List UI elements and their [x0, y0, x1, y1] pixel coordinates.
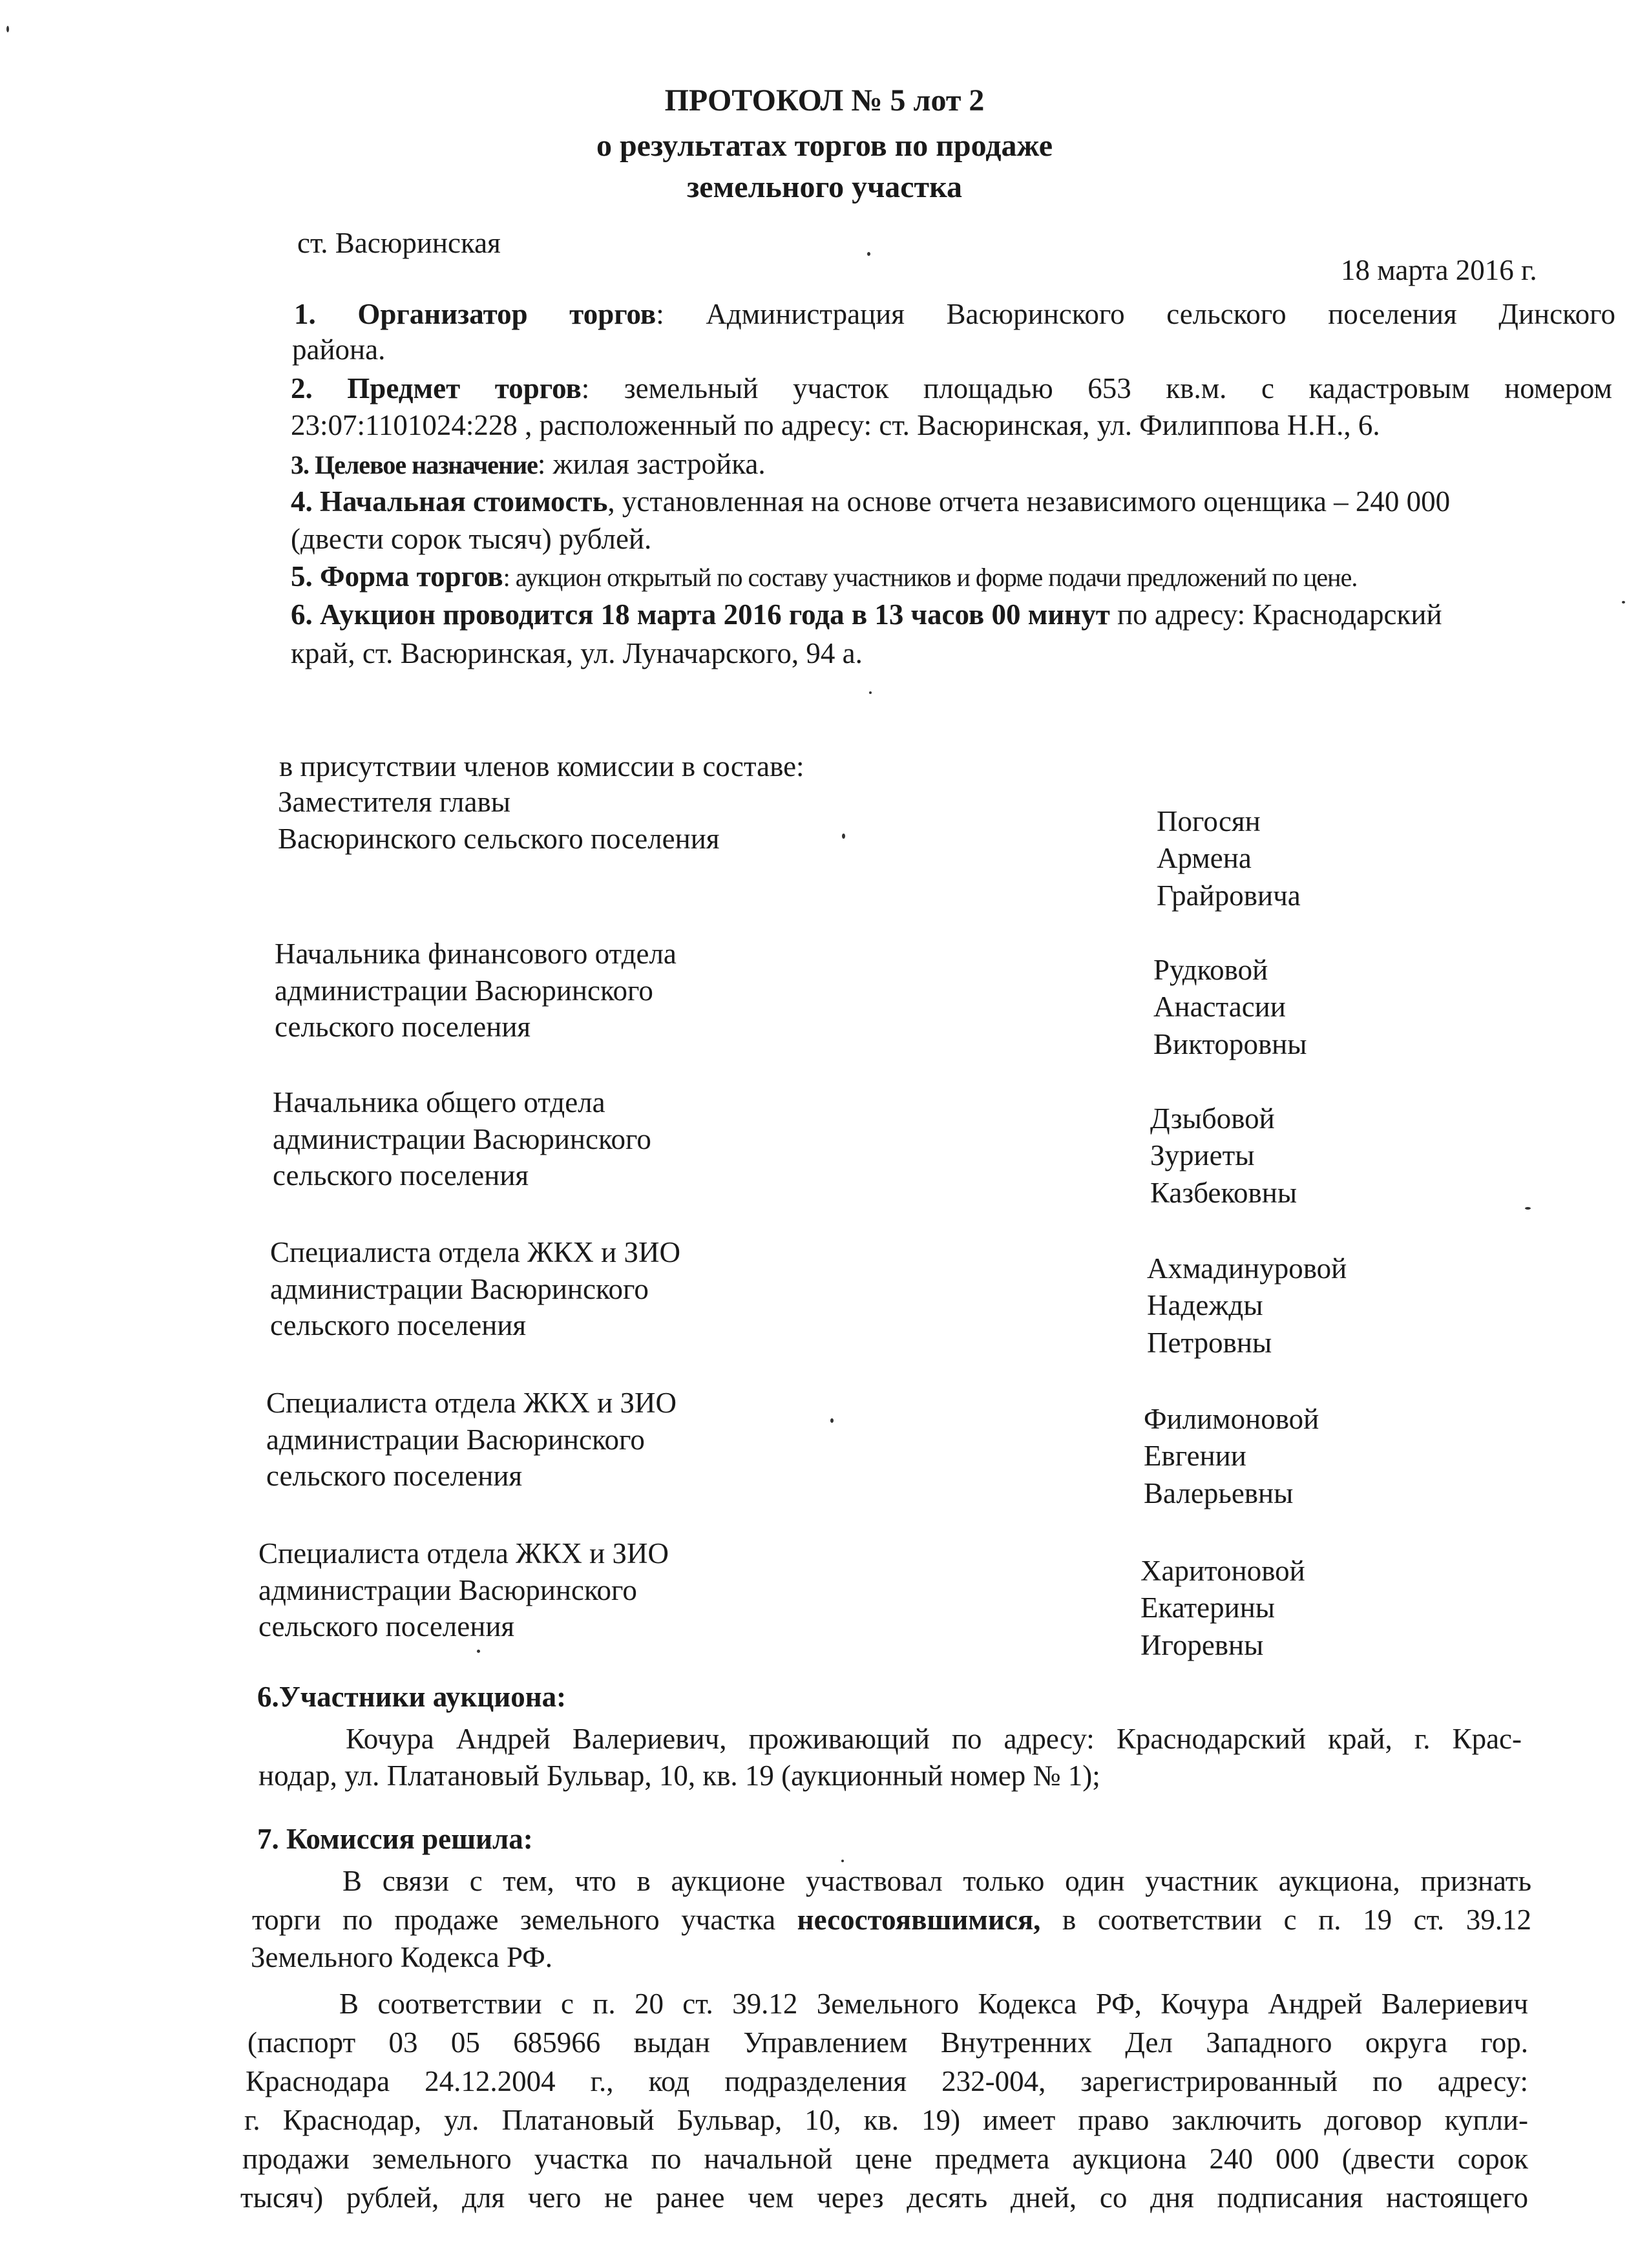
participants-heading: 6.Участники аукциона: — [257, 1681, 567, 1713]
place: ст. Васюринская — [297, 227, 501, 259]
scan-speck — [1622, 601, 1625, 604]
scan-speck — [830, 1418, 834, 1423]
item-2-cont: 23:07:1101024:228 , расположенный по адресу: ст. Васюринская, ул. Филиппова Н.Н., 6. — [291, 409, 1380, 441]
scan-speck — [842, 834, 845, 839]
decision-p2-line: Краснодара 24.12.2004 г., код подразделения 232-004, зарегистрированный по адресу: — [246, 2065, 1528, 2097]
member-position: Заместителя главы — [278, 786, 510, 818]
document-subtitle-2: земельного участка — [686, 170, 963, 204]
item-6-cont: край, ст. Васюринская, ул. Луначарского, 94 а. — [291, 637, 863, 669]
member-position: администрации Васюринского — [270, 1273, 649, 1305]
item-1-cont: района. — [292, 333, 386, 366]
member-name: Анастасии — [1153, 991, 1286, 1023]
document-title: ПРОТОКОЛ № 5 лот 2 — [664, 83, 985, 118]
decision-p1-line: торги по продаже земельного участка несостоявшимися, в соответствии с п. 19 ст. 39.12 — [252, 1904, 1531, 1936]
member-name: Евгении — [1144, 1440, 1246, 1472]
item-5: 5. Форма торгов: аукцион открытый по составу участников и форме подачи предложений по цене. — [291, 560, 1358, 593]
decision-p1-line: Земельного Кодекса РФ. — [251, 1941, 553, 1973]
member-position: сельского поселения — [273, 1159, 529, 1192]
decision-p2-line: тысяч) рублей, для чего не ранее чем через десять дней, со дня подписания настоящего — [240, 2181, 1528, 2214]
item-3: 3. Целевое назначение: жилая застройка. — [291, 448, 766, 480]
decision-p1-line: В связи с тем, что в аукционе участвовал только один участник аукциона, признать — [342, 1865, 1531, 1897]
member-position: Специалиста отдела ЖКХ и ЗИО — [266, 1387, 677, 1419]
item-4-cont: (двести сорок тысяч) рублей. — [291, 523, 652, 555]
member-name: Зуриеты — [1150, 1139, 1255, 1171]
member-position: администрации Васюринского — [275, 974, 653, 1007]
member-name: Филимоновой — [1144, 1403, 1319, 1435]
member-name: Харитоновой — [1140, 1555, 1305, 1587]
member-name: Погосян — [1157, 805, 1261, 837]
member-position: Начальника финансового отдела — [275, 938, 677, 970]
decision-heading: 7. Комиссия решила: — [257, 1823, 533, 1855]
scan-speck — [869, 691, 872, 694]
member-position: Васюринского сельского поселения — [278, 823, 720, 855]
member-position: сельского поселения — [270, 1309, 527, 1341]
member-name: Казбековны — [1150, 1177, 1297, 1209]
member-position: Специалиста отдела ЖКХ и ЗИО — [258, 1537, 669, 1570]
decision-p2-line: (паспорт 03 05 685966 выдан Управлением Внутренних Дел Западного округа гор. — [247, 2026, 1528, 2059]
scan-speck — [477, 1650, 480, 1653]
participant-line-cont: нодар, ул. Платановый Бульвар, 10, кв. 19 (аукционный номер № 1); — [258, 1759, 1100, 1792]
member-name: Петровны — [1147, 1327, 1272, 1359]
item-2: 2. Предмет торгов: земельный участок площадью 653 кв.м. с кадастровым номером — [291, 372, 1612, 404]
member-position: администрации Васюринского — [273, 1123, 651, 1155]
member-position: сельского поселения — [266, 1460, 523, 1492]
member-name: Ахмадинуровой — [1147, 1252, 1347, 1285]
date: 18 марта 2016 г. — [1341, 254, 1537, 286]
member-position: сельского поселения — [275, 1011, 531, 1043]
member-name: Рудковой — [1153, 954, 1268, 986]
member-name: Надежды — [1147, 1289, 1263, 1321]
item-4: 4. Начальная стоимость, установленная на основе отчета независимого оценщика – 240 000 — [291, 485, 1451, 518]
item-6: 6. Аукцион проводится 18 марта 2016 года в 13 часов 00 минут по адресу: Краснодарский — [291, 598, 1442, 631]
scan-speck — [841, 1860, 844, 1862]
participant-line: Кочура Андрей Валериевич, проживающий по адресу: Краснодарский край, г. Крас- — [346, 1723, 1522, 1755]
document-subtitle: о результатах торгов по продаже — [596, 129, 1053, 163]
member-position: сельского поселения — [258, 1610, 515, 1643]
decision-p2-line: продажи земельного участка по начальной цене предмета аукциона 240 000 (двести сорок — [242, 2143, 1528, 2175]
member-position: Специалиста отдела ЖКХ и ЗИО — [270, 1236, 681, 1268]
item-1: 1. Организатор торгов: Администрация Васюринского сельского поселения Динского — [294, 298, 1616, 330]
member-name: Викторовны — [1153, 1028, 1307, 1060]
scan-speck — [867, 252, 870, 256]
member-position: администрации Васюринского — [266, 1423, 645, 1456]
member-position: администрации Васюринского — [258, 1574, 637, 1606]
member-name: Екатерины — [1140, 1591, 1276, 1624]
commission-intro: в присутствии членов комиссии в составе: — [279, 750, 804, 782]
scan-speck — [1525, 1207, 1531, 1210]
member-name: Игоревны — [1140, 1629, 1264, 1661]
member-name: Грайровича — [1157, 879, 1301, 912]
member-name: Валерьевны — [1144, 1477, 1294, 1509]
member-position: Начальника общего отдела — [273, 1086, 605, 1118]
member-name: Армена — [1157, 842, 1252, 874]
decision-p2-line: г. Краснодар, ул. Платановый Бульвар, 10, кв. 19) имеет право заключить договор купли- — [244, 2104, 1528, 2136]
scan-speck — [6, 26, 9, 32]
member-name: Дзыбовой — [1150, 1102, 1275, 1135]
decision-p2-line: В соответствии с п. 20 ст. 39.12 Земельного Кодекса РФ, Кочура Андрей Валериевич — [339, 1988, 1528, 2020]
